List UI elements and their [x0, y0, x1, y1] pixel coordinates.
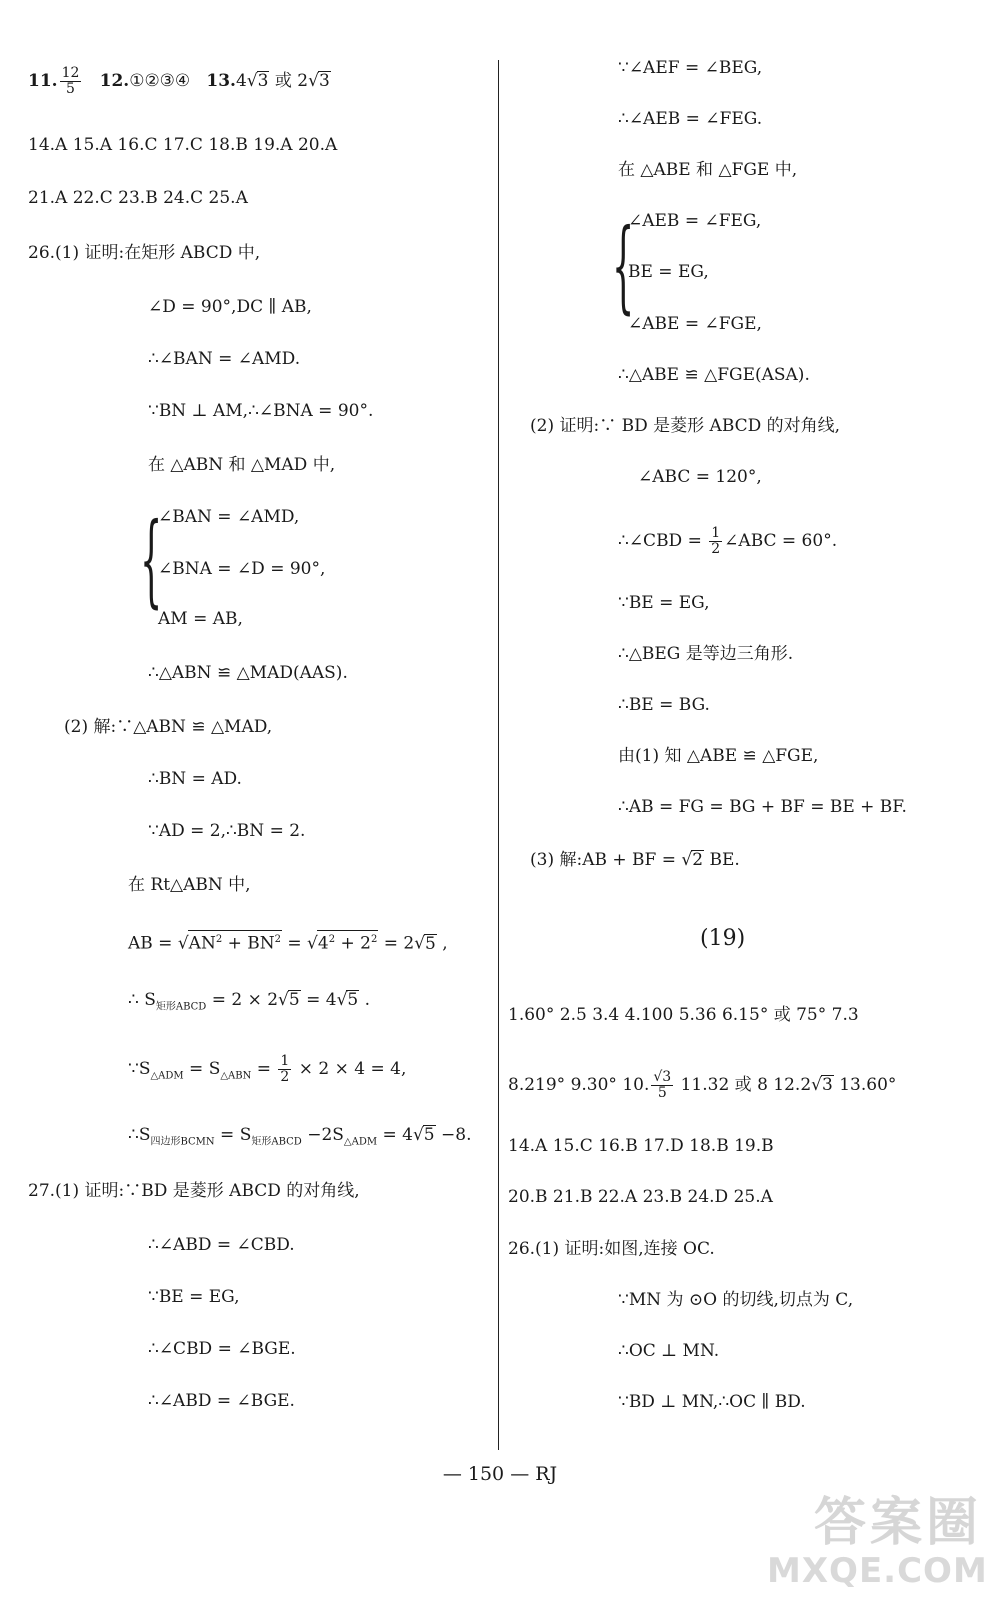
answer-line-14-20: 14.A 15.A 16.C 17.C 18.B 19.A 20.A [28, 135, 338, 155]
proof-line: 在 △ABN 和 △MAD 中, [148, 455, 336, 475]
proof-line: (2) 解:∵△ABN ≌ △MAD, [64, 717, 273, 737]
proof-line: ∴AB = FG = BG + BF = BE + BF. [618, 797, 907, 817]
proof-line-ab: AB = $√AN^2 + BN^2 = √4^2 + 2^2 = 2√5$ , [128, 930, 448, 957]
proof-line: ∴∠ABD = ∠BGE. [148, 1391, 295, 1411]
proof-line: ∴△ABN ≌ △MAD(AAS). [148, 663, 348, 683]
proof-line: ∴△BEG 是等边三角形. [618, 644, 794, 664]
proof-line: ∴BN = AD. [148, 769, 242, 789]
proof-line: ∴∠AEB = ∠FEG. [618, 109, 763, 129]
proof-line: ∠AEB = ∠FEG, [628, 211, 762, 231]
answer-line-11-13: 11. $\frac{12}{5}$ 12.①②③④ 13.4√3 或 2√3 [28, 65, 330, 97]
proof-line: ∠ABE = ∠FGE, [628, 314, 762, 334]
proof-line: ∵MN 为 ⊙O 的切线,切点为 C, [618, 1290, 854, 1310]
proof-line: ∠BNA = ∠D = 90°, [158, 559, 326, 579]
proof-line-triangle-area: $\because S_{\triangle ADM} = S_{\triangle ABN}$ = $\frac{1}{2}$ × 2 × 4 = 4, [128, 1053, 407, 1085]
brace-icon: { [612, 207, 635, 324]
proof-line: ∴∠CBD = ∠BGE. [148, 1339, 296, 1359]
answer-line-1-7: 1.60° 2.5 3.4 4.100 5.36 6.15° 或 75° 7.3 [508, 1005, 859, 1025]
answer-line-21-25: 21.A 22.C 23.B 24.C 25.A [28, 188, 248, 208]
proof-line: (2) 证明:∵ BD 是菱形 ABCD 的对角线, [530, 416, 841, 436]
proof-line: ∴△ABE ≌ △FGE(ASA). [618, 365, 810, 385]
proof-line: ∴∠BAN = ∠AMD. [148, 349, 301, 369]
proof-line: 在 △ABE 和 △FGE 中, [618, 160, 798, 180]
proof-line: 在 Rt△ABN 中, [128, 875, 251, 895]
watermark-logo [767, 1493, 988, 1595]
proof-line: ∠D = 90°,DC ∥ AB, [148, 297, 312, 317]
problem-26-heading: 26.(1) 证明:在矩形 ABCD 中, [28, 243, 261, 263]
proof-line: 由(1) 知 △ABE ≌ △FGE, [618, 746, 819, 766]
brace-icon: { [140, 501, 163, 618]
answer-line-8-13: 8.219° 9.30° 10. $\frac{√3}{5}$ 11.32 或 8 12.2√3 13.60° [508, 1069, 897, 1101]
proof-line: ∠BAN = ∠AMD, [158, 507, 300, 527]
problem-27-heading: 27.(1) 证明:∵BD 是菱形 ABCD 的对角线, [28, 1181, 360, 1201]
proof-line: ∴OC ⊥ MN. [618, 1341, 720, 1361]
problem-26-heading: 26.(1) 证明:如图,连接 OC. [508, 1239, 715, 1259]
page-footer: — 150 — RJ [442, 1463, 558, 1485]
proof-line: ∵AD = 2,∴BN = 2. [148, 821, 306, 841]
answer-line-20-25: 20.B 21.B 22.A 23.B 24.D 25.A [508, 1187, 773, 1207]
watermark-text: 答案圈 [813, 1493, 982, 1553]
proof-line: ∠ABC = 120°, [638, 467, 762, 487]
proof-line-part3: (3) 解:AB + BF = √2 BE. [530, 850, 740, 870]
fraction-12-5: $\frac{12}{5}$ [61, 65, 80, 97]
proof-line-cbd: ∴∠CBD = $\frac{1}{2}$ ∠ABC = 60°. [618, 525, 838, 557]
proof-line: ∴BE = BG. [618, 695, 710, 715]
proof-line: BE = EG, [628, 262, 709, 282]
watermark-url: MXQE.COM [767, 1551, 988, 1591]
section-title: (19) [700, 926, 746, 951]
proof-line: ∵BD ⊥ MN,∴OC ∥ BD. [618, 1392, 806, 1412]
proof-line: ∵BN ⊥ AM,∴∠BNA = 90°. [148, 401, 374, 421]
proof-line-area: ∴ $S_{矩形ABCD} = 2 \times 2√5 = 4√5$ . [128, 990, 371, 1013]
proof-line: ∵BE = EG, [148, 1287, 240, 1307]
column-divider [498, 60, 499, 1450]
proof-line: ∵BE = EG, [618, 593, 710, 613]
answer-line-14-19: 14.A 15.C 16.B 17.D 18.B 19.B [508, 1136, 774, 1156]
proof-line-quad-area: $\therefore S_{四边形BCMN} = S_{矩形ABCD} -2S_{\triangle ADM} = 4√5 -8$. [128, 1125, 472, 1148]
proof-line: ∴∠ABD = ∠CBD. [148, 1235, 295, 1255]
proof-line: ∵∠AEF = ∠BEG, [618, 58, 763, 78]
proof-line: AM = AB, [158, 609, 243, 629]
